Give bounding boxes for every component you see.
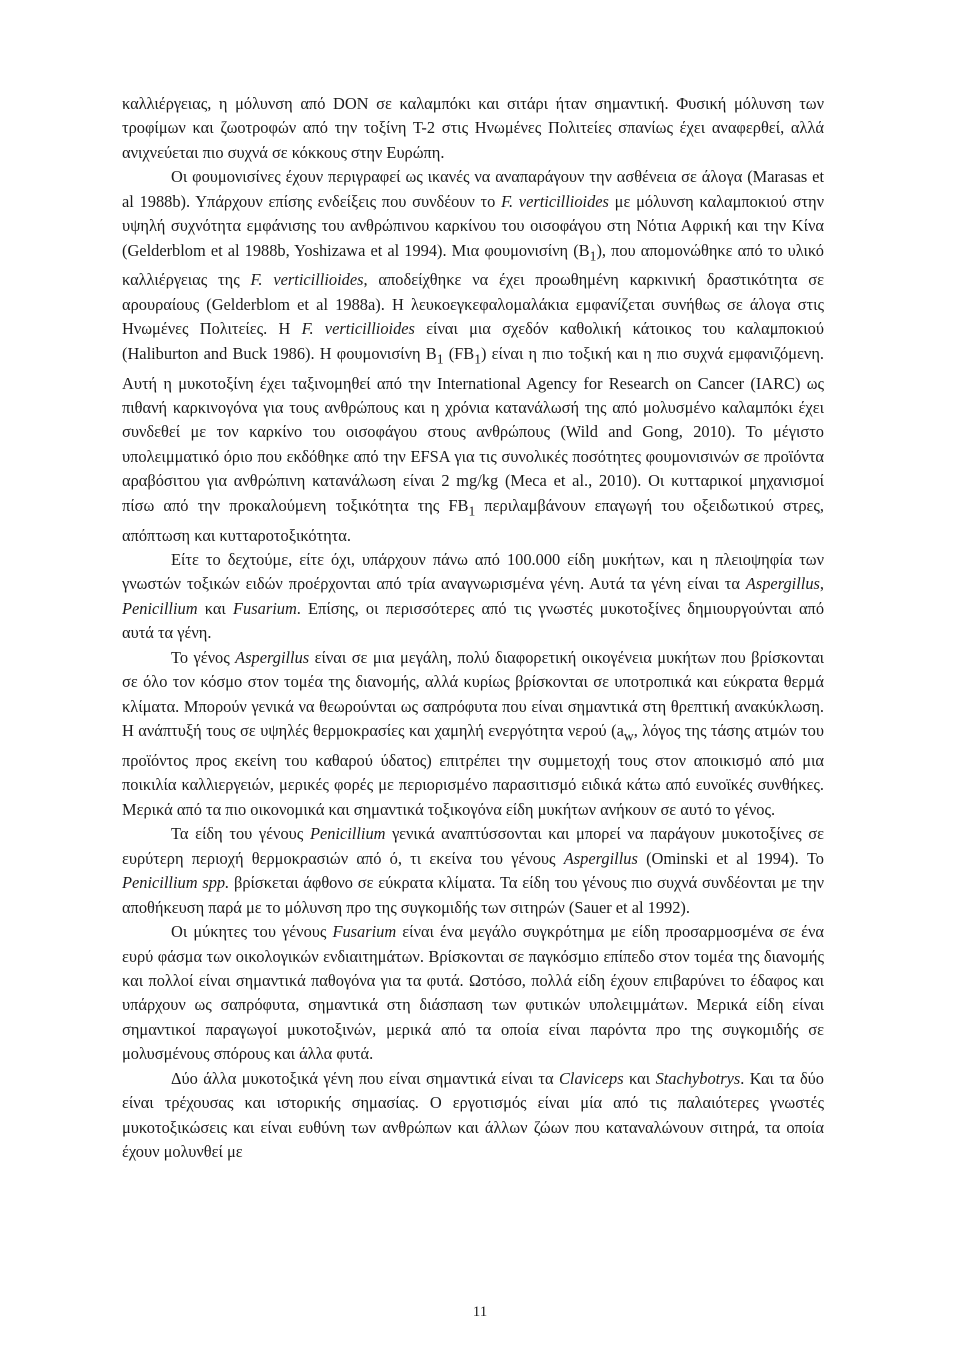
body-text bbox=[122, 92, 824, 1165]
subscript: w bbox=[623, 728, 634, 744]
italic-term: Aspergillus bbox=[235, 647, 310, 667]
text-run: (Ominski et al 1994). Το bbox=[637, 848, 824, 868]
text-run: Το γένος bbox=[171, 647, 236, 667]
text-run: Οι μύκητες του γένους bbox=[171, 922, 333, 942]
italic-term: Penicillium bbox=[122, 598, 198, 618]
italic-term: Aspergillus bbox=[563, 848, 638, 868]
text-run: και bbox=[623, 1068, 656, 1088]
text-run: Οι φουμονισίνες έχουν περιγραφεί ως ικανές να αναπαράγουν την ασθένεια σε άλογα (Marasas et al 1988b). Υπάρχουν επίσης ενδείξεις που συνδέουν το bbox=[122, 167, 824, 211]
text-run: βρίσκεται άφθονο σε εύκρατα κλίματα. Τα είδη του γένους πιο συχνά συνδέονται με την αποθήκευση παρά με το μόλυνση προ της συγκομιδής των σιτηρών (Sauer et al 1992). bbox=[122, 873, 824, 917]
italic-term: Aspergillus bbox=[745, 574, 820, 594]
text-run: είναι σε μια μεγάλη, πολύ διαφορετική οικογένεια μυκήτων που βρίσκονται σε όλο τον κόσμο στον τομέα της διανομής, αλλά κυρίως βρίσκονται σε υποτροπικά και εύκρατα θερμά κλίματα. Μπορούν γενικά να θεωρούνται ως σαπρόφυτα που είναι σημαντικά στη θρεπτική ανακύκλωση. Η ανάπτυξή τους σε υψηλές θερμοκρασίες και χαμηλή ενεργότητα νερού (a bbox=[122, 647, 825, 741]
italic-term: Fusarium bbox=[332, 922, 397, 942]
text-run: είναι μια σχεδόν καθολική κάτοικος του καλαμποκιού (Haliburton and Buck 1986). Η φουμονισίνη Β bbox=[122, 319, 824, 363]
italic-term: Penicillium spp. bbox=[122, 873, 230, 893]
text-run: Είτε το δεχτούμε, είτε όχι, υπάρχουν πάνω από 100.000 είδη μυκήτων, και η πλειοψηφία των γνωστών τοξικών ειδών προέρχονται από τρία αναγνωρισμένα γένη. Αυτά τα γένη είναι τα bbox=[122, 550, 824, 594]
paragraph bbox=[122, 646, 824, 822]
paragraph bbox=[122, 1067, 824, 1165]
text-run: καλλιέργειας, η μόλυνση από DON σε καλαμπόκι και σιτάρι ήταν σημαντική. Φυσική μόλυνση των τροφίμων και ζωοτροφών από την τοξίνη Τ-2 στις Ηνωμένες Πολιτείες σπανίως έχει αναφερθεί, αλλά ανιχνεύεται πιο συχνά σε κόκκους στην Ευρώπη. bbox=[122, 94, 824, 162]
text-run: περιλαμβάνουν επαγωγή του οξειδωτικού στρες, απόπτωση και κυτταροτοξικότητα. bbox=[122, 495, 824, 545]
paragraph bbox=[122, 165, 824, 548]
text-run: γενικά αναπτύσσονται και μπορεί να παράγουν μυκοτοξίνες σε ευρύτερη περιοχή θερμοκρασιών από ό, τι εκείνα του γένους bbox=[122, 824, 824, 868]
italic-term: Penicillium bbox=[309, 824, 386, 844]
text-run: , λόγος της τάσης ατμών του προϊόντος προς εκείνη του καθαρού ύδατος) επιτρέπει την συμμετοχή τους στον αποικισμό από μια ποικιλία καλλιεργειών, μερικές φορές με περιορισμένο παρασιτισμό ειδικά κάτω από ευνοϊκές συνθήκες. Μερικά από τα πιο οικονομικά και σημαντικά τοξικογόνα είδη μυκήτων ανήκουν σε αυτό το γένος. bbox=[122, 721, 824, 819]
paragraph bbox=[122, 92, 824, 165]
paragraph bbox=[122, 920, 824, 1067]
text-run: Δύο άλλα μυκοτοξικά γένη που είναι σημαντικά είναι τα bbox=[171, 1068, 559, 1088]
italic-term: Stachybotrys bbox=[655, 1068, 741, 1088]
subscript: 1 bbox=[436, 351, 444, 367]
italic-term: Fusarium bbox=[233, 598, 297, 618]
text-run: . Και τα δύο είναι τρέχουσας και ιστορικής σημασίας. Ο εργοτισμός είναι μία από τις παλαιότερες γνωστές μυκοτοξικώσεις και είναι ευθύνη των ανθρώπων και άλλων ζώων που καταναλώνουν σιτηρά, τα οποία έχουν μολυνθεί με bbox=[122, 1068, 824, 1162]
italic-term: Claviceps bbox=[558, 1068, 624, 1088]
italic-term: F. verticillioides bbox=[501, 191, 609, 211]
text-run: είναι ένα μεγάλο συγκρότημα με είδη προσαρμοσμένα σε ένα ευρύ φάσμα των οικολογικών ενδιαιτημάτων. Βρίσκονται σε παγκόσμιο επίπεδο στον τομέα της διανομής και πολλοί είναι σημαντικά παθογόνα για τα φυτά. Ωστόσο, πολλά είδη έχουν επιβαρύνει το έδαφος και υπάρχουν ως σαπρόφυτα, σημαντικά στη διάσπαση των φυτικών υπολειμμάτων. Μερικά είδη είναι σημαντικοί παραγωγοί μυκοτοξινών, μερικά από τα οποία είναι παρόντα προ της συγκομιδής σε μολυσμένους σπόρους και άλλα φυτά. bbox=[122, 922, 824, 1064]
text-run: (FB bbox=[443, 343, 475, 363]
paragraph bbox=[122, 822, 824, 920]
text-run: ), που απομονώθηκε από το υλικό καλλιέργειας της bbox=[122, 240, 824, 290]
paragraph bbox=[122, 548, 824, 646]
text-run: , bbox=[819, 574, 824, 594]
subscript: 1 bbox=[468, 503, 476, 519]
text-run: , αποδείχθηκε να έχει προωθημένη καρκινική δραστικότητα σε αρουραίους (Gelderblom et al 1988a). Η λευκοεγκεφαλομαλάκια εμφανίζεται συνήθως σε άλογα στις Ηνωμένες Πολιτείες. Η bbox=[122, 270, 825, 339]
text-run: με μόλυνση καλαμποκιού στην υψηλή συχνότητα εμφάνισης του ανθρώπινου καρκίνου του οισοφάγου στη Νότια Αφρική και την Κίνα (Gelderblom et al 1988b, Yoshizawa et al 1994). Μια φουμονισίνη (Β bbox=[122, 191, 824, 260]
text-run: Τα είδη του γένους bbox=[171, 824, 310, 844]
italic-term: F. verticillioides bbox=[301, 319, 415, 339]
subscript: 1 bbox=[589, 248, 597, 263]
subscript: 1 bbox=[474, 351, 482, 367]
text-run: . Επίσης, οι περισσότερες από τις γνωστές μυκοτοξίνες δημιουργούνται από αυτά τα γένη. bbox=[122, 598, 825, 643]
text-run: ) είναι η πιο τοξική και η πιο συχνά εμφανιζόμενη. Αυτή η μυκοτοξίνη έχει ταξινομηθεί από την International Agency for Research on Cancer (IARC) ως πιθανή καρκινογόνα για τους ανθρώπους και η χρόνια κατανάλωσή της από μολυσμένο καλαμπόκι έχει συνδεθεί με τον καρκίνο του οισοφάγου στους ανθρώπους (Wild and Gong, 2010). Το μέγιστο υπολειμματικό όριο που εκδόθηκε από την EFSA για τις συνολικές ποσότητες φουμονισινών σε προϊόντα αραβόσιτου για ανθρώπινη κατανάλωση είναι 2 mg/kg (Meca et al., 2010). Οι κυτταρικοί μηχανισμοί πίσω από την προκαλούμενη τοξικότητα της FB bbox=[122, 343, 824, 515]
page-number: 11 bbox=[472, 1304, 488, 1320]
text-run: και bbox=[197, 598, 234, 618]
italic-term: F. verticillioides bbox=[250, 270, 364, 290]
